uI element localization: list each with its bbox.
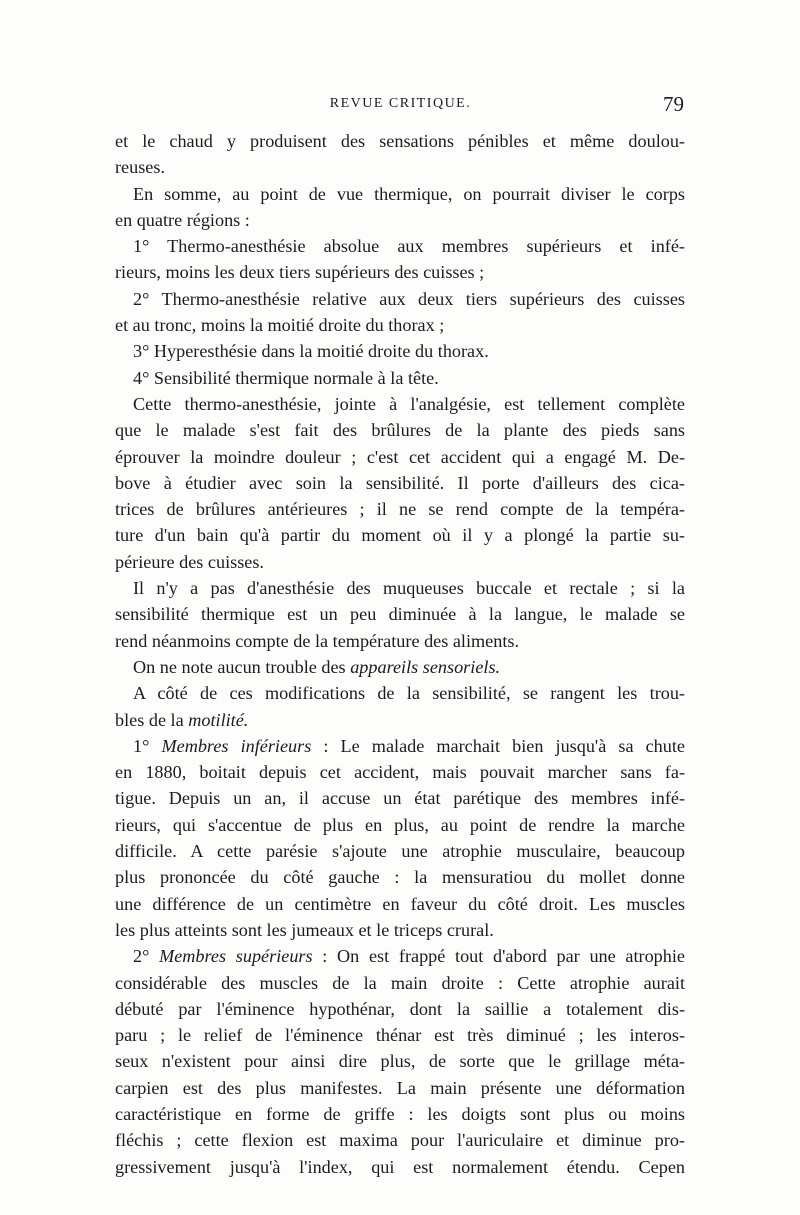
running-title: REVUE CRITIQUE. bbox=[329, 96, 472, 111]
text-line bbox=[115, 733, 685, 759]
text-line: En somme, au point de vue thermique, on pourrait diviser le corps bbox=[133, 183, 685, 204]
text-line: que le malade s'est fait des brûlures de la plante des pieds sans bbox=[115, 420, 685, 441]
text-line: trices de brûlures antérieures ; il ne se rend compte de la tempéra- bbox=[115, 499, 685, 520]
text-line: rieurs, moins les deux tiers supérieurs des cuisses ; bbox=[115, 262, 485, 283]
text-line: Il n'y a pas d'anesthésie des muqueuses buccale et rectale ; si la bbox=[133, 578, 685, 599]
text-line: rieurs, qui s'accentue de plus en plus, au point de rendre la marche bbox=[115, 814, 685, 835]
text-line: en 1880, boitait depuis cet accident, mais pouvait marcher sans fa- bbox=[115, 762, 685, 783]
body-text bbox=[115, 128, 685, 1180]
text-line: plus prononcée du côté gauche : la mensuratiou du mollet donne bbox=[115, 867, 685, 888]
text-line: paru ; le relief de l'éminence thénar est très diminué ; les interos- bbox=[115, 1025, 685, 1046]
text-line: reuses. bbox=[115, 157, 165, 178]
text-run: On ne note aucun trouble des bbox=[133, 656, 351, 677]
text-line: et le chaud y produisent des sensations pénibles et même doulou- bbox=[115, 131, 685, 151]
text-line: une différence de un centimètre en faveur du côté droit. Les muscles bbox=[115, 893, 685, 914]
text-line: bove à étudier avec soin la sensibilité. Il porte d'ailleurs des cica- bbox=[115, 472, 685, 493]
text-line: carpien est des plus manifestes. La main présente une déformation bbox=[115, 1077, 685, 1098]
text-line: éprouver la moindre douleur ; c'est cet accident qui a engagé M. De- bbox=[115, 446, 685, 467]
text-run: bles de la bbox=[115, 709, 189, 730]
text-run: 1° bbox=[133, 735, 162, 756]
text-line: rend néanmoins compte de la température des aliments. bbox=[115, 630, 520, 651]
text-line: ture d'un bain qu'à partir du moment où il y a plongé la partie su- bbox=[115, 525, 685, 546]
text-run: 2° bbox=[133, 946, 160, 967]
text-line: 1° Thermo-anesthésie absolue aux membres supérieurs et infé- bbox=[133, 236, 685, 257]
text-line bbox=[115, 654, 685, 680]
text-line: débuté par l'éminence hypothénar, dont la saillie a totalement dis- bbox=[115, 998, 685, 1019]
text-line: périeure des cuisses. bbox=[115, 551, 264, 572]
text-line: tigue. Depuis un an, il accuse un état parétique des membres infé- bbox=[115, 788, 685, 809]
italic-phrase: appareils sensoriels. bbox=[350, 656, 501, 677]
text-run: : Le malade marchait bien jusqu'à sa chute bbox=[311, 735, 685, 756]
text-line: en quatre régions : bbox=[115, 209, 250, 230]
italic-phrase: Membres inférieurs bbox=[161, 735, 312, 756]
text-line: seux n'existent pour ainsi dire plus, de sorte que le grillage méta- bbox=[115, 1051, 685, 1072]
text-line: les plus atteints sont les jumeaux et le triceps crural. bbox=[115, 919, 494, 940]
text-line: caractéristique en forme de griffe : les doigts sont plus ou moins bbox=[115, 1103, 685, 1124]
text-line bbox=[115, 707, 685, 733]
italic-phrase: motilité. bbox=[188, 709, 249, 730]
text-line: 3° Hyperesthésie dans la moitié droite du thorax. bbox=[133, 341, 489, 362]
text-line: sensibilité thermique est un peu diminuée à la langue, le malade se bbox=[115, 604, 685, 625]
text-line bbox=[115, 943, 685, 969]
running-header bbox=[115, 92, 686, 118]
text-line: considérable des muscles de la main droite : Cette atrophie aurait bbox=[115, 972, 685, 993]
text-line: 4° Sensibilité thermique normale à la tête. bbox=[133, 367, 439, 388]
text-line: A côté de ces modifications de la sensibilité, se rangent les trou- bbox=[133, 683, 685, 704]
italic-phrase: Membres supérieurs bbox=[159, 946, 313, 967]
text-line: gressivement jusqu'à l'index, qui est normalement étendu. Cepen bbox=[115, 1156, 685, 1177]
text-line: 2° Thermo-anesthésie relative aux deux tiers supérieurs des cuisses bbox=[133, 288, 685, 309]
text-line: difficile. A cette parésie s'ajoute une atrophie musculaire, beaucoup bbox=[115, 841, 685, 862]
text-line: fléchis ; cette flexion est maxima pour l'auriculaire et diminue pro- bbox=[115, 1130, 685, 1151]
page-number: 79 bbox=[663, 92, 684, 116]
text-run: : On est frappé tout d'abord par une atrophie bbox=[312, 946, 685, 967]
text-line: Cette thermo-anesthésie, jointe à l'analgésie, est tellement complète bbox=[133, 393, 685, 414]
text-line: et au tronc, moins la moitié droite du thorax ; bbox=[115, 315, 445, 336]
